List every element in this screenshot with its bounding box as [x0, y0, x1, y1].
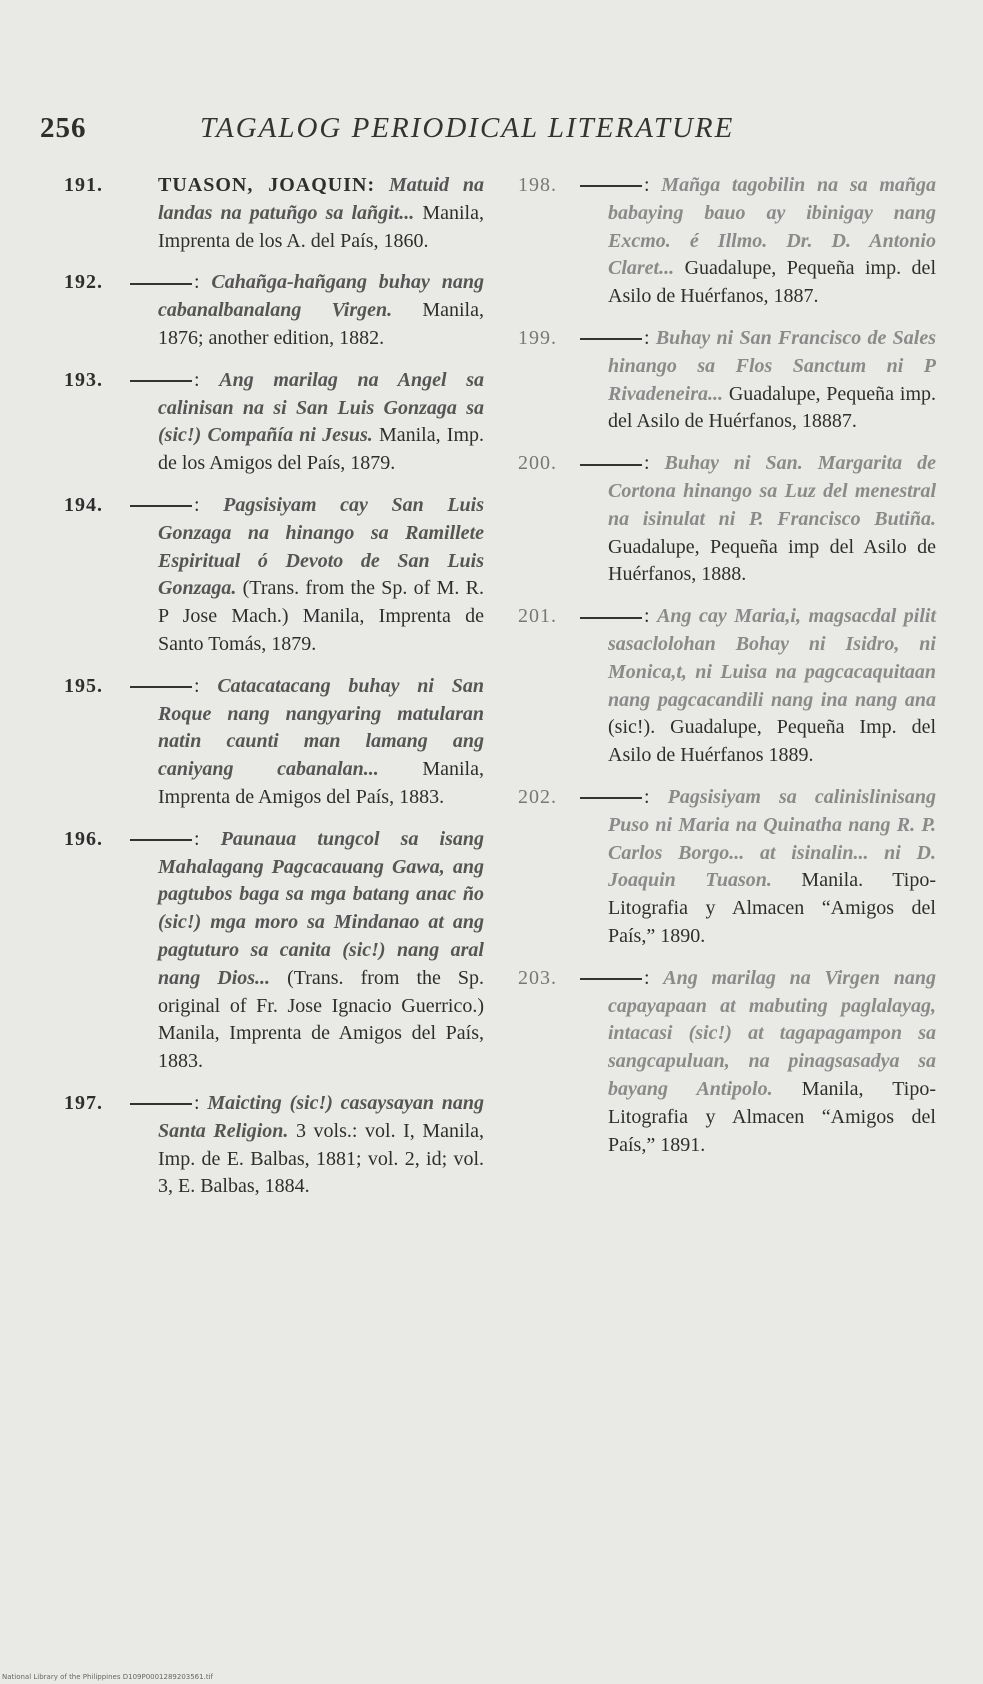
ditto-dash — [130, 1103, 192, 1105]
right-column — [518, 172, 936, 1173]
bibliography-entry: 197. : Maicting (sic!) casaysayan nang Santa Religion. 3 vols.: vol. I, Manila, Imp. de E. Balbas, 1881; vol. 2, id; vol. 3, E. Balbas, 1884. — [64, 1091, 485, 1198]
entry-title: Pagsisiyam cay San Luis Gonzaga na hinango sa Ramillete Espiritual ó Devoto de San Luis Gonzaga. — [158, 493, 484, 600]
entry-title: Matuid na landas na patuñgo sa lañgit... — [158, 174, 484, 224]
entry-number: 196. — [64, 827, 103, 850]
entry-number: 192. — [64, 271, 103, 294]
entry-author: TUASON, JOAQUIN: — [158, 174, 376, 196]
bibliography-entry: 196. : Paunaua tungcol sa isang Mahalagang Pagcacauang Gawa, ang pagtubos baga sa mga batang anac ño (sic!) mga moro sa Mindanao at ang pagtuturo sa canita (sic!) nang aral nang Dios... (Trans. from the Sp. original of Fr. Jose Ignacio Guerrico.) Manila, Imprenta de Amigos del País, 1883. — [64, 827, 485, 1073]
bibliography-entry: 195. : Catacatacang buhay ni San Roque nang nangyaring matularan natin caunti man lamang ang caniyang cabanalan... Manila, Imprenta de Amigos del País, 1883. — [64, 674, 484, 808]
entry-number: 194. — [64, 493, 103, 516]
entry-number: 191. — [64, 174, 103, 196]
bibliography-entry: 194. : Pagsisiyam cay San Luis Gonzaga na hinango sa Ramillete Espiritual ó Devoto de San Luis Gonzaga. (Trans. from the Sp. of M. R. P Jose Mach.) Manila, Imprenta de Santo Tomás, 1879. — [64, 493, 484, 655]
entry-publication: Manila. Tipo-Litografia y Almacen “Amigos del País,” 1890. — [608, 869, 936, 947]
entry-publication: Guadalupe, Pequeña imp. del Asilo de Huérfanos, 1887. — [608, 257, 936, 308]
entry-publication: Guadalupe, Pequeña imp. del Asilo de Huérfanos, 18887. — [608, 382, 937, 433]
bibliography-entry: 193. : Ang marilag na Angel sa calinisan na si San Luis Gonzaga sa (sic!) Compañía ni Jesus. Manila, Imp. de los Amigos del País, 1879. — [64, 368, 484, 475]
entry-title: Pagsisiyam sa calinislinisang Puso ni Maria na Quinatha nang R. P. Carlos Borgo... at isinalin... ni D. Joaquin Tuason. — [608, 785, 937, 892]
entry-number: 197. — [64, 1091, 103, 1114]
bibliography-entry: 192. : Cahañga-hañgang buhay nang cabanalbanalang Virgen. Manila, 1876; another edition, 1882. — [64, 271, 484, 349]
page-number: 256 — [40, 112, 87, 144]
ditto-dash — [130, 380, 192, 382]
bibliography-entry: 203. : Ang marilag na Virgen nang capayapaan at mabuting paglalayag, intacasi (sic!) at tagapagampon sa sangcapuluan, na pinagsasadya sa bayang Antipolo. Manila, Tipo-Litografia y Almacen “Amigos del País,” 1891. — [518, 966, 937, 1156]
entry-number: 201. — [518, 605, 557, 628]
ditto-dash — [580, 338, 642, 340]
entry-publication: Manila, Imp. de los Amigos del País, 1879. — [158, 424, 484, 475]
entry-title: Catacatacang buhay ni San Roque nang nangyaring matularan natin caunti man lamang ang caniyang cabanalan... — [158, 674, 484, 781]
bibliography-entry: 200. : Buhay ni San. Margarita de Cortona hinango sa Luz del menestral na isinulat ni P. Francisco Butiña. Guadalupe, Pequeña imp del Asilo de Huérfanos, 1888. — [518, 452, 936, 586]
ditto-dash — [580, 617, 642, 619]
page-header — [40, 112, 940, 162]
entry-title: Ang marilag na Angel sa calinisan na si San Luis Gonzaga sa (sic!) Compañía ni Jesus. — [158, 368, 484, 447]
bibliography-entry: 199. : Buhay ni San Francisco de Sales hinango sa Flos Sanctum ni P Rivadeneira... Guadalupe, Pequeña imp. del Asilo de Huérfanos, 18887. — [518, 326, 937, 433]
running-title: TAGALOG PERIODICAL LITERATURE — [200, 112, 735, 144]
ditto-dash — [130, 283, 192, 285]
entry-title: Mañga tagobilin na sa mañga babaying bauo ay ibinigay nang Excmo. é Illmo. Dr. D. Antonio Claret... — [608, 174, 936, 280]
entry-publication: (Trans. from the Sp. original of Fr. Jose Ignacio Guerrico.) Manila, Imprenta de Amigos del País, 1883. — [158, 966, 485, 1073]
bibliography-entry: 202. : Pagsisiyam sa calinislinisang Puso ni Maria na Quinatha nang R. P. Carlos Borgo... at isinalin... ni D. Joaquin Tuason. Manila. Tipo-Litografia y Almacen “Amigos del País,” 1890. — [518, 785, 937, 947]
entry-publication: 3 vols.: vol. I, Manila, Imp. de E. Balbas, 1881; vol. 2, id; vol. 3, E. Balbas, 1884. — [158, 1119, 485, 1198]
entry-title: Ang cay Maria,i, magsacdal pilit sasaclolohan Bohay ni Isidro, ni Monica,t, ni Luisa na pagcacaquitaan nang pagcacandili nang ina nang ana — [608, 605, 936, 711]
ditto-dash — [580, 185, 642, 187]
entry-publication: Manila, 1876; another edition, 1882. — [158, 299, 484, 349]
ditto-dash — [580, 464, 642, 466]
entry-number: 193. — [64, 368, 103, 391]
entry-number: 199. — [518, 326, 557, 349]
bibliography-entry: 198. : Mañga tagobilin na sa mañga babaying bauo ay ibinigay nang Excmo. é Illmo. Dr. D. Antonio Claret... Guadalupe, Pequeña imp. del Asilo de Huérfanos, 1887. — [518, 174, 936, 308]
scan-credit: National Library of the Philippines D109P0001289203561.tif — [2, 1673, 213, 1681]
ditto-dash — [130, 839, 192, 841]
entry-number: 202. — [518, 785, 557, 808]
entry-title: Maicting (sic!) casaysayan nang Santa Religion. — [158, 1091, 485, 1142]
ditto-dash — [130, 505, 192, 507]
entry-publication: Manila, Imprenta de Amigos del País, 1883. — [158, 758, 484, 808]
entry-title: Cahañga-hañgang buhay nang cabanalbanalang Virgen. — [158, 271, 484, 322]
entry-title: Paunaua tungcol sa isang Mahalagang Pagcacauang Gawa, ang pagtubos baga sa mga batang anac ño (sic!) mga moro sa Mindanao at ang pagtuturo sa canita (sic!) nang aral nang Dios... — [158, 827, 484, 989]
ditto-dash — [580, 978, 642, 980]
entry-number: 200. — [518, 452, 557, 475]
ditto-dash — [130, 686, 192, 688]
ditto-dash — [580, 797, 642, 799]
entry-number: 198. — [518, 174, 557, 196]
entry-number: 195. — [64, 674, 103, 697]
entry-publication: Guadalupe, Pequeña imp del Asilo de Huérfanos, 1888. — [608, 535, 936, 586]
entry-number: 203. — [518, 966, 557, 989]
entry-title: Buhay ni San Francisco de Sales hinango sa Flos Sanctum ni P Rivadeneira... — [608, 326, 936, 405]
entry-title: Buhay ni San. Margarita de Cortona hinango sa Luz del menestral na isinulat ni P. Francisco Butiña. — [608, 452, 936, 530]
bibliography-entry — [64, 172, 484, 255]
bibliography-entry: 201. : Ang cay Maria,i, magsacdal pilit sasaclolohan Bohay ni Isidro, ni Monica,t, ni Luisa na pagcacaquitaan nang pagcacandili nang ina nang ana (sic!). Guadalupe, Pequeña Imp. del Asilo de Huérfanos 1889. — [518, 605, 936, 767]
entry-publication: (Trans. from the Sp. of M. R. P Jose Mach.) Manila, Imprenta de Santo Tomás, 1879. — [158, 577, 484, 655]
left-column — [64, 172, 484, 1215]
entry-publication: (sic!). Guadalupe, Pequeña Imp. del Asilo de Huérfanos 1889. — [608, 716, 936, 767]
entry-publication: Manila, Imprenta de los A. del País, 1860. — [158, 201, 484, 252]
entry-title: Ang marilag na Virgen nang capayapaan at mabuting paglalayag, intacasi (sic!) at tagapagampon sa sangcapuluan, na pinagsasadya sa bayang Antipolo. — [608, 966, 936, 1100]
entry-publication: Manila, Tipo-Litografia y Almacen “Amigos del País,” 1891. — [608, 1077, 937, 1156]
